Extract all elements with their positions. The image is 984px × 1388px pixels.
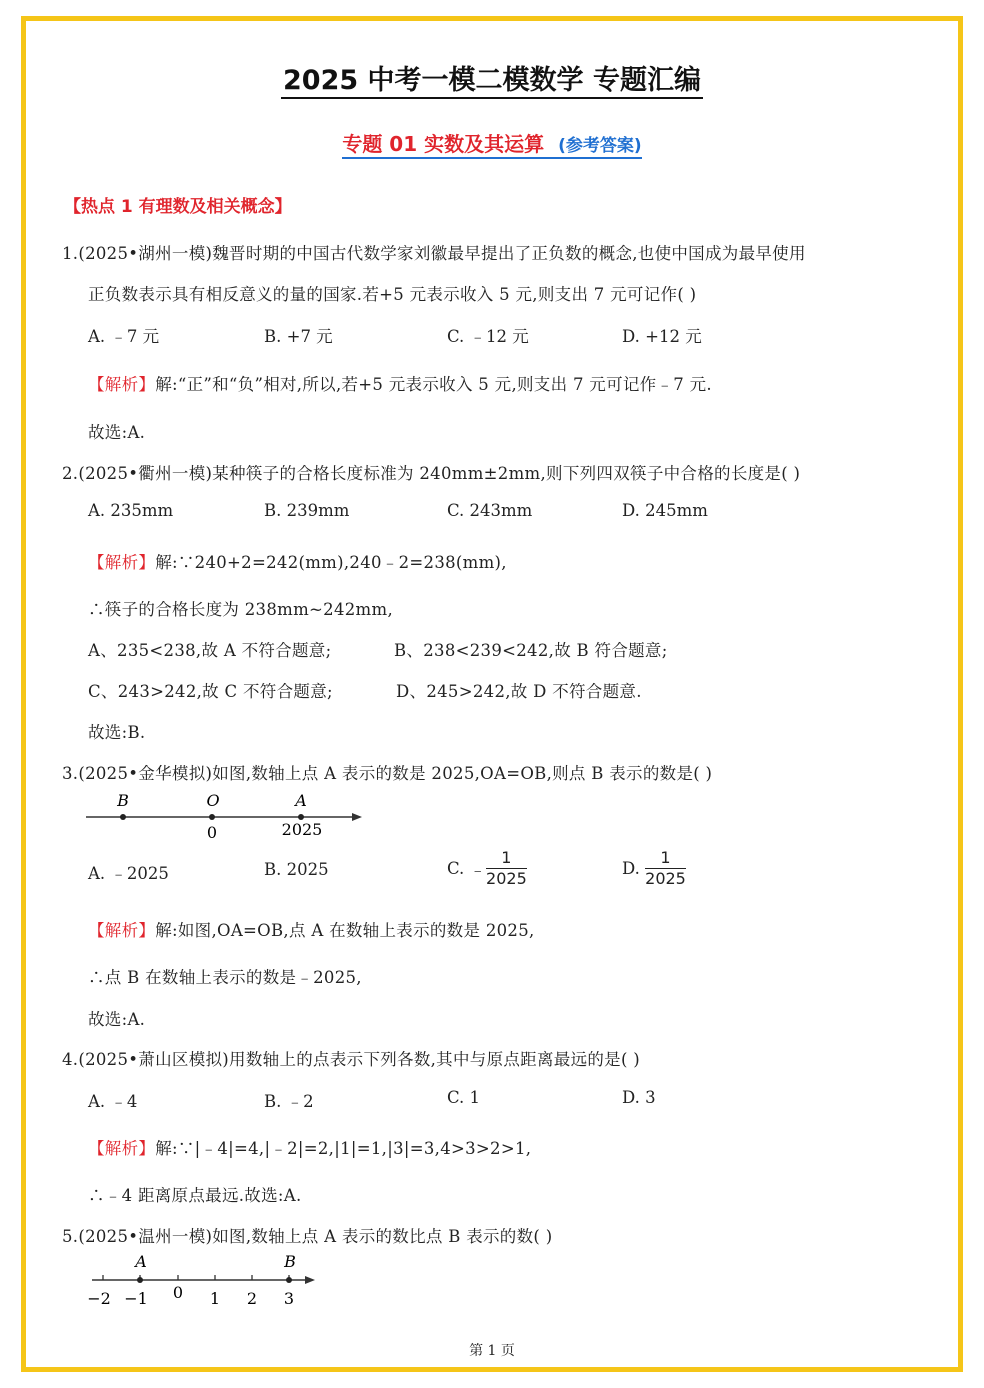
answer-tag: (参考答案) (558, 136, 642, 156)
page-number: 第 1 页 (469, 1343, 515, 1359)
topic-subtitle (0, 128, 984, 157)
q3-answer: 故选:A. (88, 1010, 146, 1029)
q5-tick-2: 2 (246, 1289, 258, 1308)
q5-label-b: B (284, 1252, 296, 1271)
q5-arrow (305, 1276, 315, 1284)
q2-option-d: D. 245mm (622, 501, 708, 520)
q1-option-c: C. ﹣12 元 (447, 327, 529, 346)
q2-solution-d: D、245>242,故 D 不符合题意. (396, 682, 642, 701)
q3-option-c: C. ﹣ $\frac{1}{2025}$ (447, 848, 527, 888)
q1-stem-line1: 1.(2025•湖州一模)魏晋时期的中国古代数学家刘徽最早提出了正负数的概念,也使中国成为最早使用 (62, 244, 806, 263)
q2-answer: 故选:B. (88, 723, 146, 742)
q5-tick-3: 3 (283, 1289, 295, 1308)
q3-option-b: B. 2025 (264, 860, 329, 879)
q3-tick-zero: 0 (206, 823, 218, 842)
q5-tick-1: 1 (209, 1289, 221, 1308)
q4-option-a: A. ﹣4 (88, 1092, 138, 1111)
q2-stem: 2.(2025•衢州一模)某种筷子的合格长度标准为 240mm±2mm,则下列四双筷子中合格的长度是( ) (62, 464, 801, 483)
q3-label-o: O (206, 791, 220, 810)
q5-tick-neg2: −2 (87, 1289, 111, 1308)
q2-solution-1: 【解析】解:∵240+2=242(mm),240﹣2=238(mm), (88, 553, 507, 572)
q3-label-a: A (295, 791, 307, 810)
q5-number-line (82, 1250, 332, 1312)
hotspot-heading: 【热点 1 有理数及相关概念】 (64, 197, 292, 217)
q2-solution-c: C、243>242,故 C 不符合题意; (88, 682, 333, 701)
q1-answer: 故选:A. (88, 423, 146, 442)
q4-option-b: B. ﹣2 (264, 1092, 314, 1111)
q5-stem: 5.(2025•温州一模)如图,数轴上点 A 表示的数比点 B 表示的数( ) (62, 1227, 553, 1246)
q3-arrow (352, 813, 362, 821)
q3-solution-2: ∴点 B 在数轴上表示的数是﹣2025, (88, 968, 362, 987)
q1-option-b: B. +7 元 (264, 327, 333, 346)
q4-stem: 4.(2025•萧山区模拟)用数轴上的点表示下列各数,其中与原点距离最远的是( ) (62, 1050, 641, 1069)
q5-label-a: A (135, 1252, 147, 1271)
q4-option-c: C. 1 (447, 1088, 481, 1107)
q3-option-d: D. $\frac{1}{2025}$ (622, 848, 686, 888)
q1-solution: 【解析】解:“正”和“负”相对,所以,若+5 元表示收入 5 元,则支出 7 元可记作﹣7 元. (88, 375, 712, 394)
q3-number-line (80, 788, 380, 848)
q3-label-b: B (117, 791, 129, 810)
topic-name: 专题 01 实数及其运算 (342, 132, 545, 156)
q2-solution-a: A、235<238,故 A 不符合题意; (88, 641, 332, 660)
q2-solution-2: ∴筷子的合格长度为 238mm~242mm, (88, 600, 393, 619)
q2-option-c: C. 243mm (447, 501, 533, 520)
q3-fraction-c: $\frac{1}{2025}$ (486, 848, 527, 888)
q3-stem: 3.(2025•金华模拟)如图,数轴上点 A 表示的数是 2025,OA=OB,则点 B 表示的数是( ) (62, 764, 713, 783)
q3-solution-1: 【解析】解:如图,OA=OB,点 A 在数轴上表示的数是 2025, (88, 921, 535, 940)
q5-tick-neg1: −1 (124, 1289, 148, 1308)
q4-option-d: D. 3 (622, 1088, 656, 1107)
q5-point-b (286, 1277, 292, 1283)
q4-solution-1: 【解析】解:∵|﹣4|=4,|﹣2|=2,|1|=1,|3|=3,4>3>2>1, (88, 1139, 532, 1158)
q2-option-b: B. 239mm (264, 501, 350, 520)
q5-tick-0: 0 (172, 1283, 184, 1302)
q1-stem-line2: 正负数表示具有相反意义的量的国家.若+5 元表示收入 5 元,则支出 7 元可记作( ) (88, 285, 697, 304)
q2-option-a: A. 235mm (88, 501, 174, 520)
q3-tick-2025: 2025 (281, 820, 323, 839)
q4-solution-2: ∴﹣4 距离原点最远.故选:A. (88, 1186, 302, 1205)
q3-fraction-d: $\frac{1}{2025}$ (645, 848, 686, 888)
q1-option-d: D. +12 元 (622, 327, 702, 346)
q2-solution-b: B、238<239<242,故 B 符合题意; (394, 641, 668, 660)
q1-option-a: A. ﹣7 元 (88, 327, 160, 346)
q3-point-o (209, 814, 215, 820)
page-title: 2025 中考一模二模数学 专题汇编 (0, 58, 984, 97)
q5-point-a (137, 1277, 143, 1283)
q3-option-a: A. ﹣2025 (88, 864, 169, 883)
q3-point-b (120, 814, 126, 820)
